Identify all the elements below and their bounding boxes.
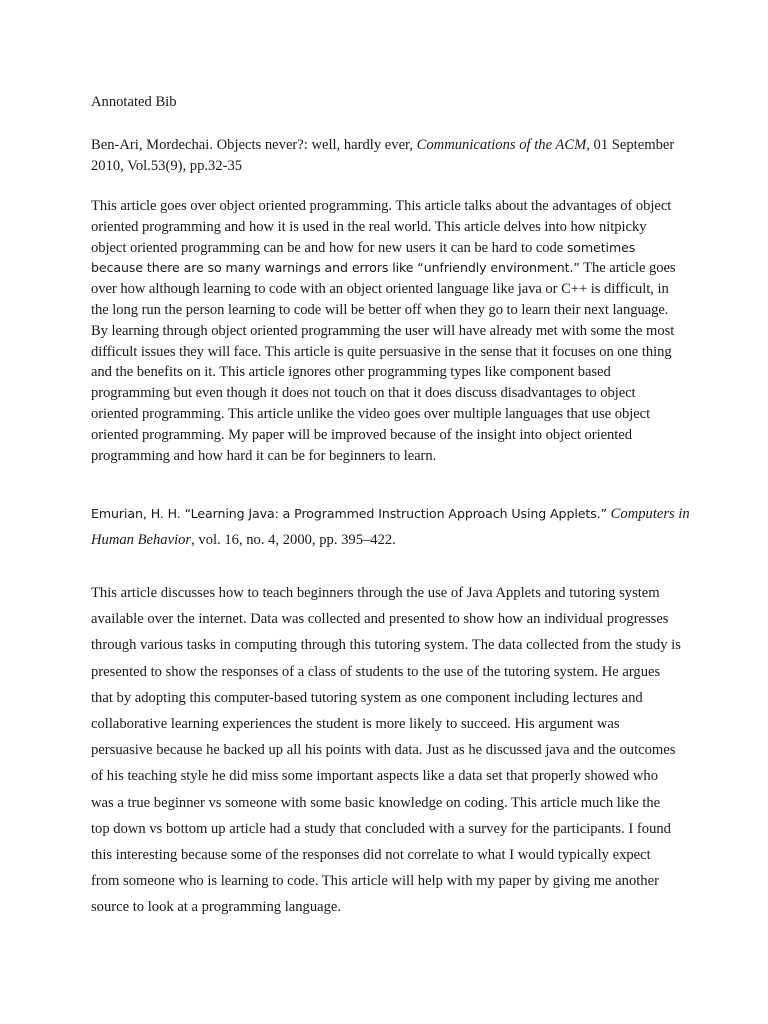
citation-journal: Communications of the ACM <box>416 137 587 153</box>
annotation-text: The article goes over how although learning to code with an object oriented language like java or C++ is difficult, in the long run the person learning to code will be better off when they go to learn their next language. By learning through object oriented programming the user will have already met with some the most difficult issues they will face. This article is quite persuasive in the sense that it focuses on one thing and the benefits on it. This article ignores other programming types like component based programming but even though it does not touch on that it does discuss disadvantages to object oriented programming. This article unlike the video goes over multiple languages that use object oriented programming. My paper will be improved because of the insight into object oriented programming and how hard it can be for beginners to learn. <box>91 260 676 464</box>
annotation-emurian: This article discusses how to teach beginners through the use of Java Applets and tutoring system available over the internet. Data was collected and presented to show how an individual progresses through various tasks in computing through this tutoring system. The data collected from the study is presented to show the responses of a class of students to the use of the tutoring system. He argues that by adopting this computer-based tutoring system as one component including lectures and collaborative learning experiences the student is more likely to succeed. His argument was persuasive because he backed up all his points with data. Just as he discussed java and the outcomes of his teaching style he did miss some important aspects like a data set that properly showed who was a true beginner vs someone with some basic knowledge on coding. This article much like the top down vs bottom up article had a study that concluded with a survey for the participants. I found this interesting because some of the responses did not correlate to what I would typically expect from someone who is learning to code. This article will help with my paper by giving me another source to look at a programming language. <box>91 585 681 916</box>
citation-details: , 01 September 2010, Vol.53(9), pp.32-35 <box>91 137 675 174</box>
annotation-text-sans: sometimes because there are so many warnings and errors like “unfriendly environment.” <box>91 239 636 276</box>
citation-emurian <box>91 501 691 553</box>
citation-details: , vol. 16, no. 4, 2000, pp. 395–422. <box>191 532 396 548</box>
document-title: Annotated Bib <box>91 94 177 110</box>
citation-journal: Computers in Human Behavior <box>91 506 690 548</box>
annotation-text: This article goes over object oriented programming. This article talks about the advantages of object oriented programming and how it is used in the real world. This article delves into how nitpicky object oriented programming can be and how for new users it can be hard to code <box>91 198 672 256</box>
citation-authors: Ben-Ari, Mordechai. <box>91 137 213 153</box>
annotation-ben-ari <box>91 196 681 466</box>
citation-ben-ari <box>91 135 681 177</box>
citation-article-title: Objects never?: well, hardly ever, <box>216 137 413 153</box>
citation-authors-title: Emurian, H. H. “Learning Java: a Programmed Instruction Approach Using Applets.” <box>91 506 608 521</box>
